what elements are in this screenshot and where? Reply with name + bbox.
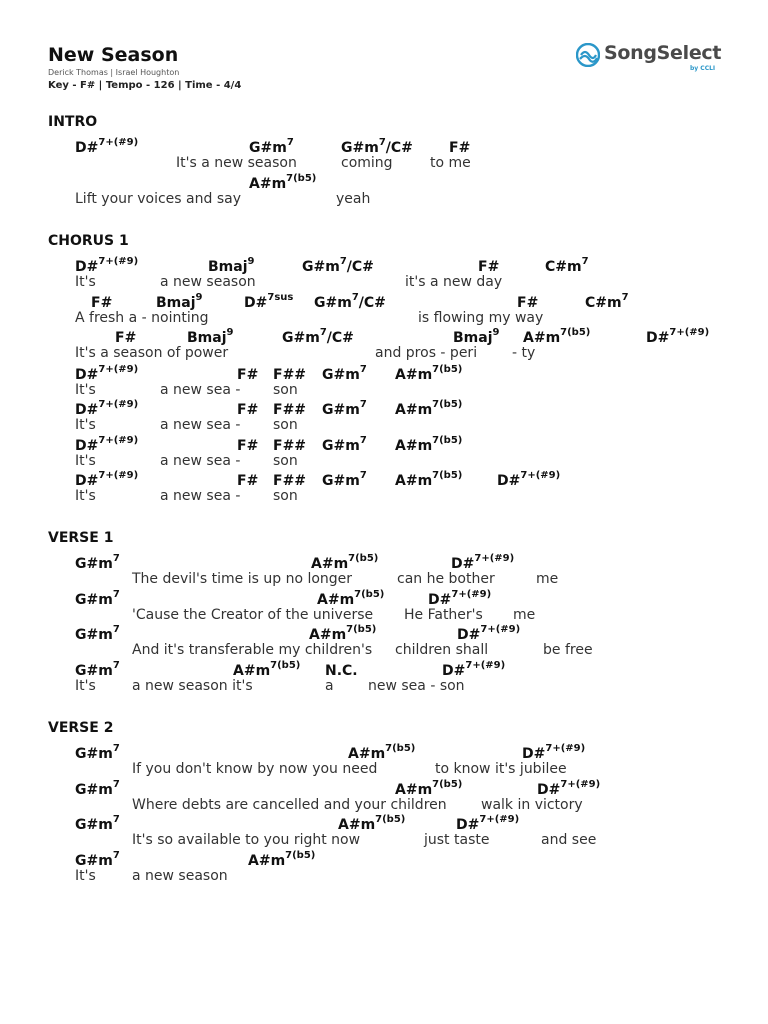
chord: $G\#m^7$ [75, 553, 120, 572]
lyric: just taste [424, 832, 490, 848]
lyric: a new season [132, 868, 228, 884]
lyric: A fresh a - nointing [75, 310, 209, 326]
section-verse-2: VERSE 2 [48, 720, 114, 736]
chord: $G\#m^7$ [322, 435, 367, 454]
lyric: Where debts are cancelled and your children [132, 797, 447, 813]
lyric: It's [75, 453, 96, 469]
chord: Bmaj$^9$ [208, 256, 255, 275]
chord: $A\#m^{7(b5)}$ [249, 173, 317, 192]
lyric: to know it's jubilee [435, 761, 567, 777]
chord: D#$^{7+(\#9)}$ [451, 553, 515, 572]
lyric: It's so available to you right now [132, 832, 361, 848]
chord: $A\#m^{7(b5)}$ [317, 589, 385, 608]
lyric: 'Cause the Creator of the universe [132, 607, 374, 623]
chord: $A\#m^{7(b5)}$ [233, 660, 301, 679]
lyric: It's a season of power [75, 345, 229, 361]
lyric: The devil's time is up no longer [132, 571, 353, 587]
song-title: New Season [48, 44, 179, 66]
lyric: be free [543, 642, 593, 658]
lyric: a new season [160, 274, 256, 290]
lyric: children shall [395, 642, 489, 658]
songselect-logo-sub: by CCLI [690, 65, 716, 72]
chord: D#$^{7+(\#9)}$ [457, 624, 521, 643]
lyric: If you don't know by now you need [132, 761, 378, 777]
lyric: It's [75, 488, 96, 504]
chord: F# [115, 330, 137, 346]
chord: $A\#m^{7(b5)}$ [395, 399, 463, 418]
lyric: It's [75, 417, 96, 433]
chord: Bmaj$^9$ [156, 292, 203, 311]
lyric: a new sea - [160, 382, 241, 398]
lyric: and see [541, 832, 597, 848]
chord: D#$^{7+(\#9)}$ [75, 470, 139, 489]
lyric: He Father's [404, 607, 483, 623]
lyric: a [325, 678, 334, 694]
chord: $A\#m^{7(b5)}$ [248, 850, 316, 869]
chord: $C\#m^7$ [585, 292, 629, 311]
lyric: And it's transferable my children's [132, 642, 373, 658]
lyric: It's a new season [176, 155, 297, 171]
chord: F# [449, 140, 471, 156]
chord: F# [91, 295, 113, 311]
lyric: a new sea - [160, 488, 241, 504]
chord: N.C. [325, 663, 358, 679]
chord: $A\#m^{7(b5)}$ [311, 553, 379, 572]
songselect-logo [576, 42, 726, 76]
chord: D#$^{7+(\#9)}$ [456, 814, 520, 833]
chord: F## [273, 473, 307, 489]
lyric: It's [75, 382, 96, 398]
lyric: It's [75, 678, 96, 694]
lyric: and pros - peri [375, 345, 478, 361]
chord: $G\#m^7$ [75, 814, 120, 833]
chord: $G\#m^7$ [75, 743, 120, 762]
chord: $G\#m^7$ [322, 399, 367, 418]
lyric: a new season it's [132, 678, 253, 694]
chord: F## [273, 367, 307, 383]
chord: D#$^{7+(\#9)}$ [522, 743, 586, 762]
songselect-logo-text: SongSelect [604, 42, 722, 64]
lyric: is flowing my way [418, 310, 544, 326]
chord: D#$^{7+(\#9)}$ [428, 589, 492, 608]
lyric: - ty [512, 345, 536, 361]
song-authors: Derick Thomas | Israel Houghton [48, 68, 180, 77]
lyric: me [536, 571, 559, 587]
chord: $A\#m^{7(b5)}$ [395, 779, 463, 798]
lyric: can he bother [397, 571, 495, 587]
lyric: son [273, 417, 298, 433]
chord: F# [237, 438, 259, 454]
chord: D#$^{7+(\#9)}$ [75, 399, 139, 418]
chord: $G\#m^7/C\#$ [341, 137, 413, 156]
chord: $A\#m^{7(b5)}$ [338, 814, 406, 833]
chord: F# [237, 402, 259, 418]
lyric: Lift your voices and say [75, 191, 241, 207]
chord: F# [237, 367, 259, 383]
chord: D#$^{7+(\#9)}$ [75, 256, 139, 275]
lyric: new sea - son [368, 678, 465, 694]
chord: F# [237, 473, 259, 489]
chord: $C\#m^7$ [545, 256, 589, 275]
chord: D#$^{7sus}$ [244, 292, 294, 311]
chord: F# [478, 259, 500, 275]
section-verse-1: VERSE 1 [48, 530, 114, 546]
chord: $G\#m^7/C\#$ [302, 256, 374, 275]
chord: $G\#m^7$ [75, 779, 120, 798]
chord: $G\#m^7/C\#$ [314, 292, 386, 311]
chord: $G\#m^7/C\#$ [282, 327, 354, 346]
chord: $G\#m^7$ [75, 624, 120, 643]
lyric: It's [75, 868, 96, 884]
chord: F## [273, 438, 307, 454]
lyric: a new sea - [160, 453, 241, 469]
chord: $A\#m^{7(b5)}$ [309, 624, 377, 643]
chord: Bmaj$^9$ [453, 327, 500, 346]
lyric: it's a new day [405, 274, 503, 290]
chord: D#$^{7+(\#9)}$ [537, 779, 601, 798]
chord: D#$^{7+(\#9)}$ [75, 137, 139, 156]
chord: D#$^{7+(\#9)}$ [75, 364, 139, 383]
chord: D#$^{7+(\#9)}$ [75, 435, 139, 454]
lyric: It's [75, 274, 96, 290]
lyric: a new sea - [160, 417, 241, 433]
section-intro: INTRO [48, 114, 98, 130]
songselect-logo-icon [576, 43, 600, 67]
chord: F# [517, 295, 539, 311]
chord: $A\#m^{7(b5)}$ [395, 470, 463, 489]
lyric: walk in victory [481, 797, 583, 813]
lyric: coming [341, 155, 393, 171]
chord: D#$^{7+(\#9)}$ [646, 327, 710, 346]
chord: Bmaj$^9$ [187, 327, 234, 346]
chord: $G\#m^7$ [322, 364, 367, 383]
lyric: to me [430, 155, 471, 171]
chord: $G\#m^7$ [322, 470, 367, 489]
lyric: son [273, 382, 298, 398]
lyric: me [513, 607, 536, 623]
chord: $G\#m^7$ [75, 589, 120, 608]
song-meta: Key - F# | Tempo - 126 | Time - 4/4 [48, 80, 242, 91]
chord: $A\#m^{7(b5)}$ [395, 435, 463, 454]
lyric: son [273, 453, 298, 469]
chord: $A\#m^{7(b5)}$ [523, 327, 591, 346]
lyric: son [273, 488, 298, 504]
chord: $A\#m^{7(b5)}$ [395, 364, 463, 383]
chord: $G\#m^7$ [75, 850, 120, 869]
chord: $G\#m^7$ [75, 660, 120, 679]
chord: F## [273, 402, 307, 418]
lyric: yeah [336, 191, 371, 207]
section-chorus-1: CHORUS 1 [48, 233, 129, 249]
chord: $G\#m^7$ [249, 137, 294, 156]
chord: $A\#m^{7(b5)}$ [348, 743, 416, 762]
chord: D#$^{7+(\#9)}$ [442, 660, 506, 679]
chord: D#$^{7+(\#9)}$ [497, 470, 561, 489]
